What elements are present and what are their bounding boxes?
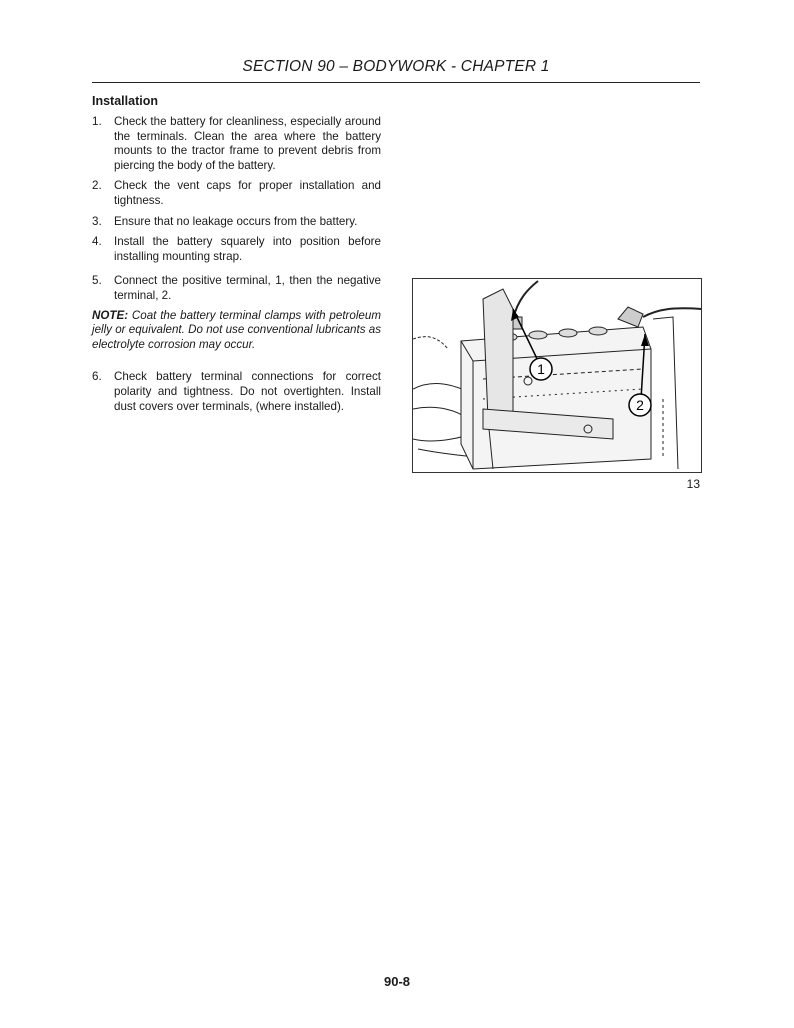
note-text: Coat the battery terminal clamps with petroleum jelly or equivalent. Do not use conventional lubricants as electrolyte corrosion may occur. bbox=[92, 308, 381, 351]
section-header: SECTION 90 – BODYWORK - CHAPTER 1 bbox=[242, 58, 550, 75]
step-number: 4. bbox=[92, 235, 102, 249]
note bbox=[92, 309, 381, 353]
step-5 bbox=[92, 274, 381, 303]
step-text: Check battery terminal connections for correct polarity and tightness. Do not overtighten. Install dust covers over terminals, (where installed). bbox=[114, 370, 381, 413]
page-number: 90-8 bbox=[383, 974, 411, 989]
step-1 bbox=[92, 115, 381, 173]
battery-illustration bbox=[412, 278, 702, 473]
figure-number: 13 bbox=[686, 477, 700, 491]
step-number: 5. bbox=[92, 274, 102, 288]
step-6 bbox=[92, 370, 381, 414]
callout-1-label: 1 bbox=[537, 361, 545, 377]
step-number: 3. bbox=[92, 214, 102, 228]
header-rule bbox=[92, 82, 700, 83]
battery-drawing bbox=[413, 279, 701, 472]
step-4 bbox=[92, 235, 381, 264]
step-number: 6. bbox=[92, 370, 102, 384]
step-number: 2. bbox=[92, 179, 102, 193]
step-text: Install the battery squarely into position before installing mounting strap. bbox=[114, 235, 381, 263]
step-text: Check the vent caps for proper installation and tightness. bbox=[114, 179, 381, 207]
step-number: 1. bbox=[92, 115, 102, 128]
step-2 bbox=[92, 179, 381, 208]
instructions-column bbox=[92, 115, 381, 414]
step-text: Check the battery for cleanliness, especially around the terminals. Clean the area where the battery mounts to the tractor frame to prevent debris from piercing the body of the battery. bbox=[114, 115, 381, 172]
installation-heading: Installation bbox=[92, 94, 158, 108]
step-3 bbox=[92, 215, 381, 230]
callout-2-label: 2 bbox=[636, 397, 644, 413]
note-label: NOTE: bbox=[92, 308, 129, 322]
step-text: Ensure that no leakage occurs from the battery. bbox=[114, 214, 358, 228]
step-text: Connect the positive terminal, 1, then the negative terminal, 2. bbox=[114, 274, 381, 302]
